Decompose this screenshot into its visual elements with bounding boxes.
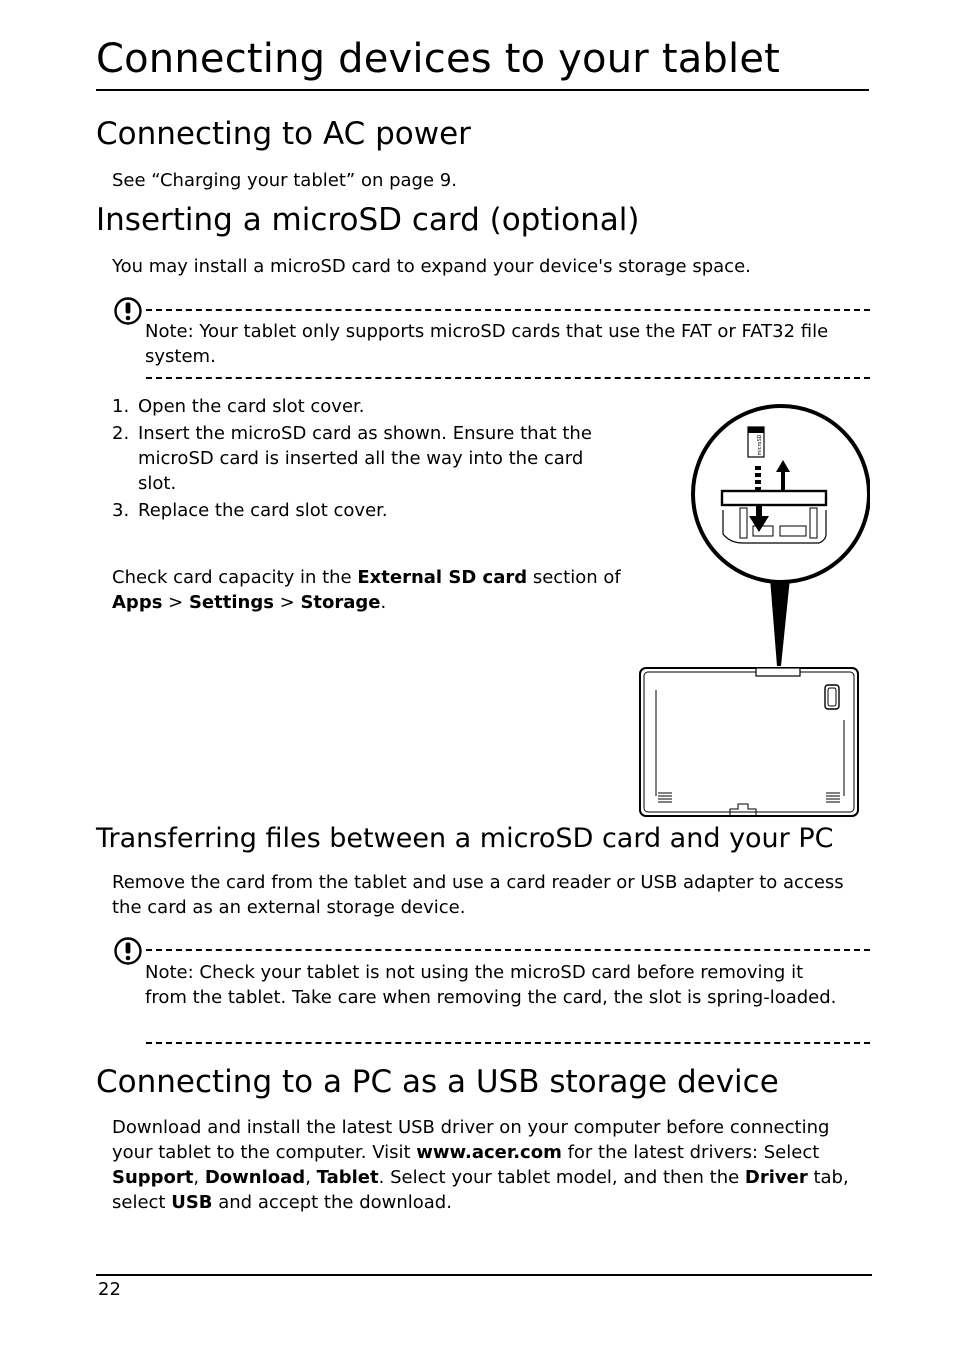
apps-label: Apps [112, 592, 163, 613]
heading-usb: Connecting to a PC as a USB storage device [96, 1064, 779, 1100]
storage-label: Storage [300, 592, 381, 613]
usb-text: Download and install the latest USB driver on your computer before connecting your tablet to the computer. Visit www.acer.com for the latest drivers: Select Support, Download, Tablet. Select your tablet model, and then the Driver tab, select USB and accept the download. [112, 1117, 849, 1213]
list-item: 1. Open the card slot cover. [112, 396, 365, 417]
page-number: 22 [98, 1279, 121, 1300]
note-label: Note: [145, 321, 194, 342]
list-item: 3. Replace the card slot cover. [112, 500, 388, 521]
callout-pointer [770, 578, 790, 666]
microsd-insertion-illustration [630, 400, 870, 820]
heading-transfer: Transferring files between a microSD card and your PC [96, 823, 834, 854]
note-transfer [145, 960, 845, 1010]
transfer-text: Remove the card from the tablet and use a card reader or USB adapter to access the card as an external storage device. [112, 872, 844, 918]
ac-power-text: See “Charging your tablet” on page 9. [112, 170, 457, 191]
support-label: Support [112, 1167, 194, 1188]
footer-rule [96, 1274, 872, 1276]
capacity-text: Check card capacity in the External SD card section of Apps > Settings > Storage. [112, 567, 621, 613]
note-divider [146, 949, 870, 951]
external-sd-card-label: External SD card [357, 567, 528, 588]
card-label-text: microSD [757, 434, 763, 456]
download-label: Download [204, 1167, 306, 1188]
driver-label: Driver [744, 1167, 808, 1188]
settings-label: Settings [188, 592, 274, 613]
microsd-intro: You may install a microSD card to expand your device's storage space. [112, 256, 751, 277]
heading-ac-power: Connecting to AC power [96, 116, 471, 152]
note-text: Your tablet only supports microSD cards that use the FAT or FAT32 file [193, 321, 829, 342]
heading-microsd: Inserting a microSD card (optional) [96, 202, 640, 238]
note-divider [146, 377, 870, 379]
note-text: Check your tablet is not using the microSD card before removing it from the tablet. Take care when removing the card, the slot is spring-loaded. [145, 962, 837, 1008]
title-rule [96, 89, 869, 91]
note-icon [113, 936, 143, 966]
page-title: Connecting devices to your tablet [96, 36, 781, 82]
steps-list [112, 394, 622, 525]
note-microsd-format [145, 319, 870, 369]
note-divider [146, 1042, 870, 1044]
acer-url-link[interactable]: www.acer.com [416, 1142, 562, 1163]
tablet-back-drawing [640, 668, 858, 816]
note-divider [146, 309, 870, 311]
tablet-label: Tablet [316, 1167, 379, 1188]
note-icon [113, 296, 143, 326]
list-item: 2. Insert the microSD card as shown. Ensure that the microSD card is inserted all the way into the card slot. [112, 423, 592, 494]
note-label: Note: [145, 962, 194, 983]
note-text-2: system. [145, 346, 216, 367]
usb-label: USB [171, 1192, 213, 1213]
